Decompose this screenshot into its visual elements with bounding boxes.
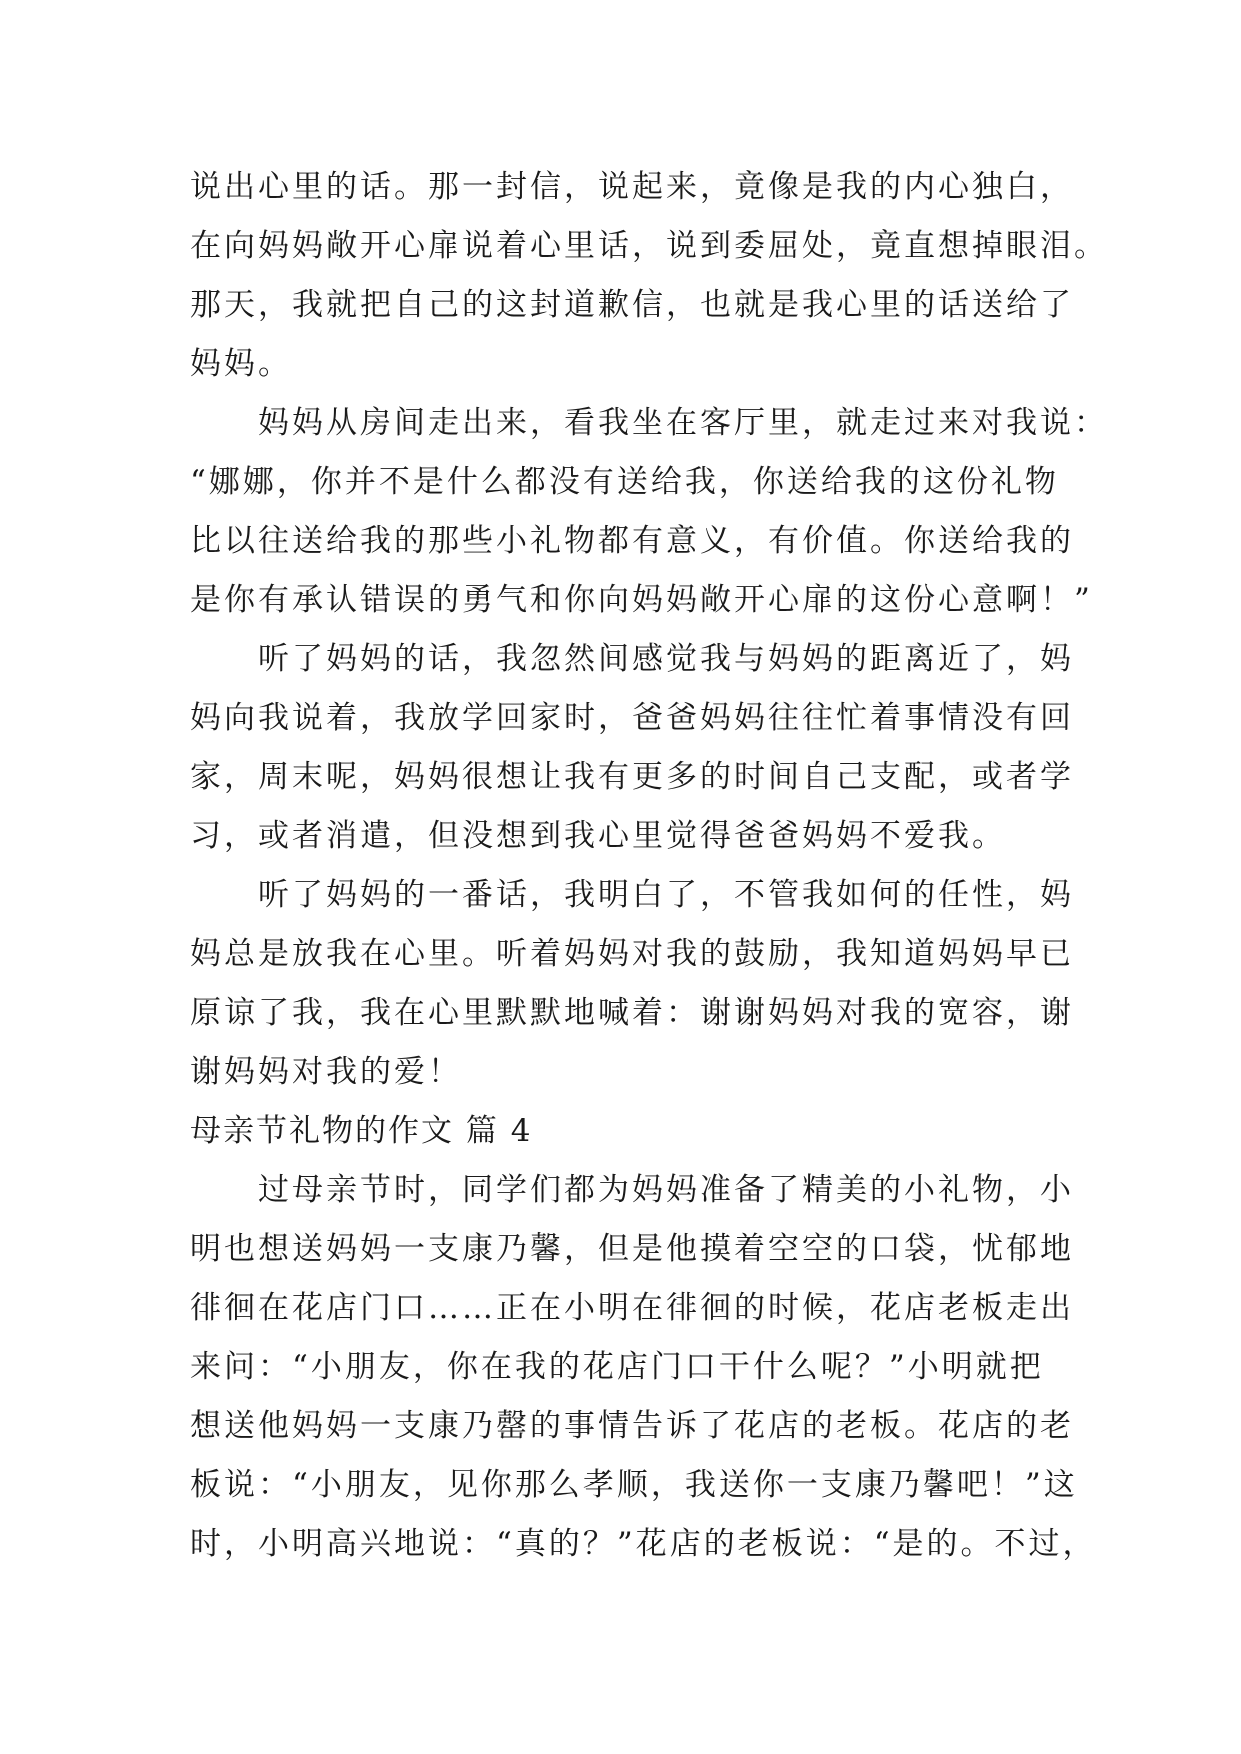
text-line: 时，小明高兴地说：“真的？”花店的老板说：“是的。不过，	[190, 1526, 1097, 1562]
text-line: 原谅了我，我在心里默默地喊着：谢谢妈妈对我的宽容，谢	[190, 995, 1074, 1031]
paragraph-first-line: 妈妈从房间走出来，看我坐在客厅里，就走过来对我说：	[258, 405, 1108, 441]
text-line: 家，周末呢，妈妈很想让我有更多的时间自己支配，或者学	[190, 759, 1074, 795]
text-line: 在向妈妈敞开心扉说着心里话，说到委屈处，竟直想掉眼泪。	[190, 228, 1108, 264]
text-line: 谢妈妈对我的爱！	[190, 1054, 462, 1090]
text-line: 是你有承认错误的勇气和你向妈妈敞开心扉的这份心意啊！”	[190, 582, 1093, 618]
text-line: 妈向我说着，我放学回家时，爸爸妈妈往往忙着事情没有回	[190, 700, 1074, 736]
text-line: 那天，我就把自己的这封道歉信，也就是我心里的话送给了	[190, 287, 1074, 323]
text-line: 想送他妈妈一支康乃罄的事情告诉了花店的老板。花店的老	[190, 1408, 1074, 1444]
text-line: 比以往送给我的那些小礼物都有意义，有价值。你送给我的	[190, 523, 1074, 559]
text-line: 徘徊在花店门口……正在小明在徘徊的时候，花店老板走出	[190, 1290, 1074, 1326]
document-body	[190, 158, 1108, 1574]
text-line: 妈总是放我在心里。听着妈妈对我的鼓励，我知道妈妈早已	[190, 936, 1074, 972]
text-line: 习，或者消遣，但没想到我心里觉得爸爸妈妈不爱我。	[190, 818, 1006, 854]
section-heading: 母亲节礼物的作文 篇 4	[190, 1113, 533, 1149]
paragraph-first-line: 过母亲节时，同学们都为妈妈准备了精美的小礼物，小	[258, 1172, 1074, 1208]
paragraph-first-line: 听了妈妈的一番话，我明白了，不管我如何的任性，妈	[258, 877, 1074, 913]
text-line: 说出心里的话。那一封信，说起来，竟像是我的内心独白，	[190, 169, 1074, 205]
text-line: 妈妈。	[190, 346, 292, 382]
text-line: “娜娜，你并不是什么都没有送给我，你送给我的这份礼物	[190, 464, 1059, 500]
text-line: 来问：“小朋友，你在我的花店门口干什么呢？”小明就把	[190, 1349, 1044, 1385]
paragraph-first-line: 听了妈妈的话，我忽然间感觉我与妈妈的距离近了，妈	[258, 641, 1074, 677]
text-line: 明也想送妈妈一支康乃馨，但是他摸着空空的口袋，忧郁地	[190, 1231, 1074, 1267]
text-line: 板说：“小朋友，见你那么孝顺，我送你一支康乃馨吧！”这	[190, 1467, 1078, 1503]
